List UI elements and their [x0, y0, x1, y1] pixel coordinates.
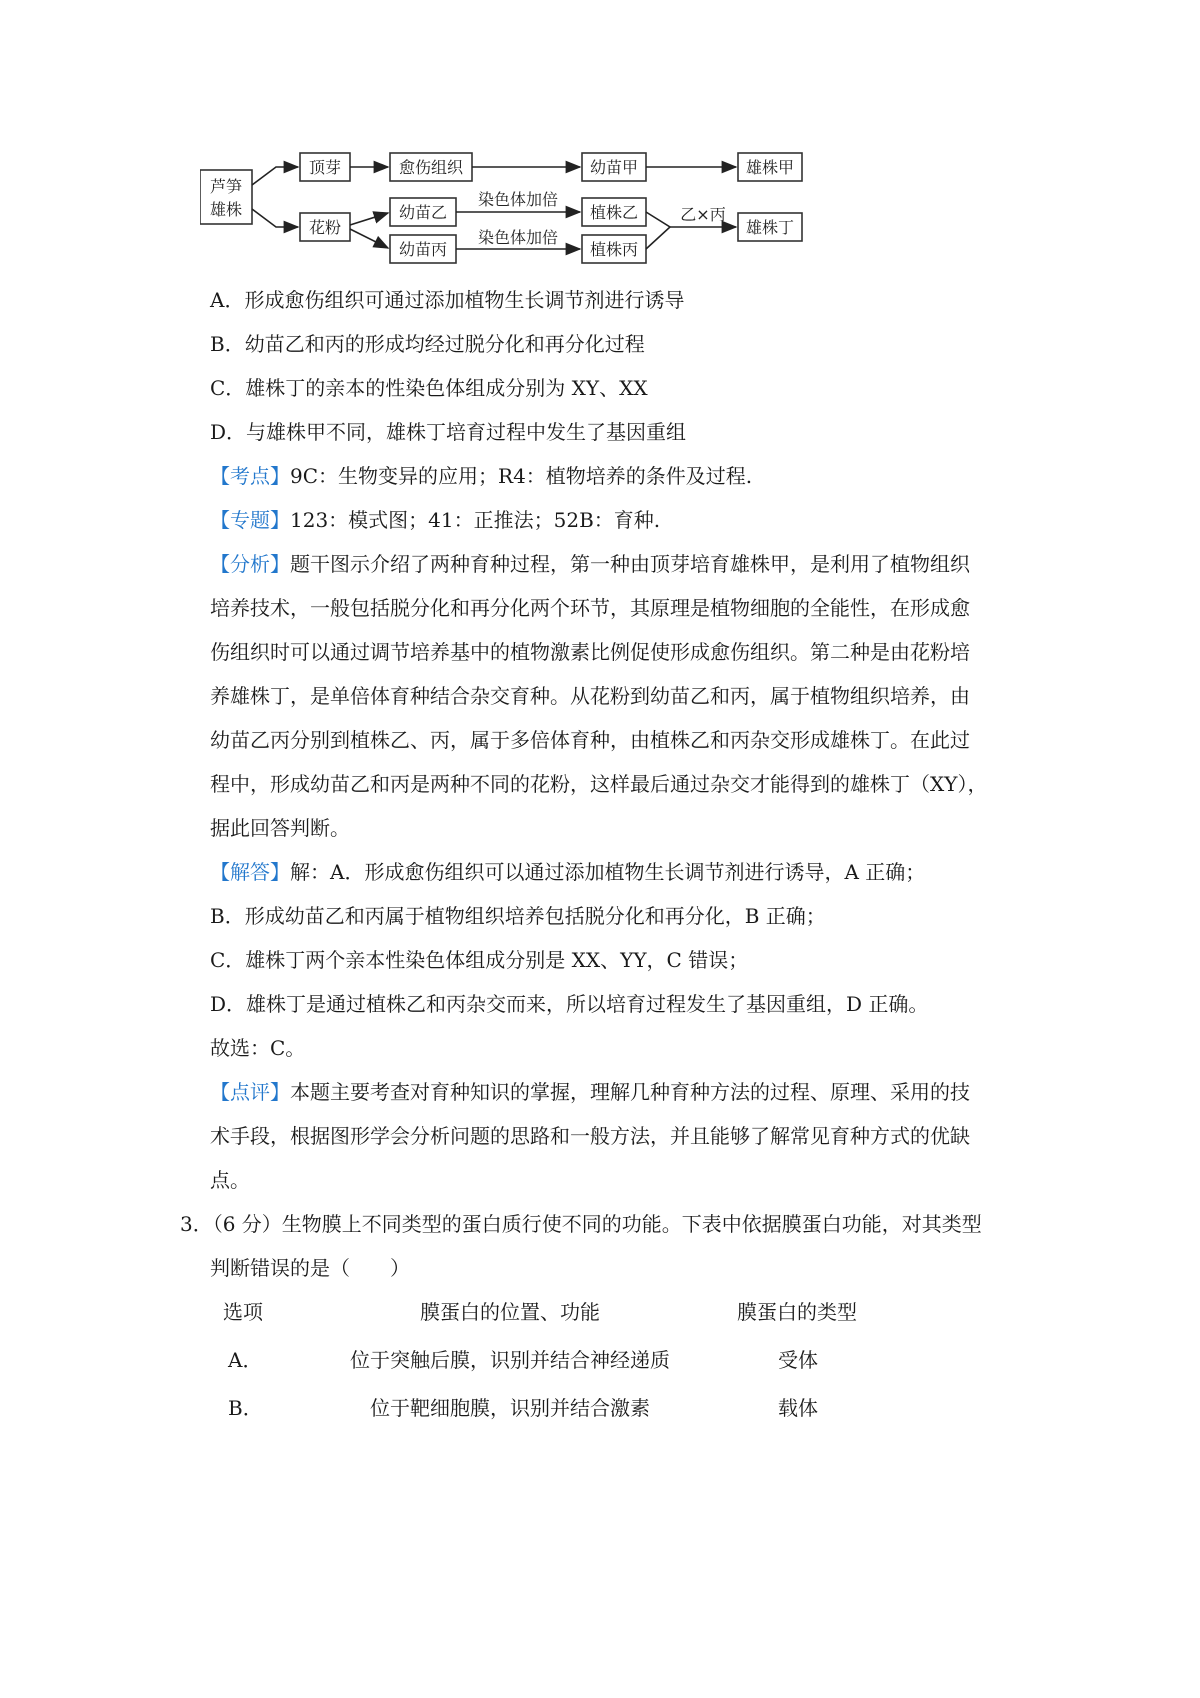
svg-text:雄株丁: 雄株丁	[745, 218, 795, 237]
kaodian-tag: 【考点】	[210, 464, 290, 488]
svg-text:植株丙: 植株丙	[589, 240, 639, 259]
node-xiongzhu-jia	[738, 153, 802, 181]
node-huafen	[300, 213, 350, 241]
option-a: A．形成愈伤组织可通过添加植物生长调节剂进行诱导	[210, 288, 685, 312]
dianping-tag: 【点评】	[210, 1080, 290, 1104]
jieda-line-4: D．雄株丁是通过植株乙和丙杂交而来，所以培育过程发生了基因重组，D 正确。	[210, 992, 929, 1016]
svg-text:植株乙: 植株乙	[589, 203, 639, 222]
svg-text:愈伤组织: 愈伤组织	[398, 158, 464, 177]
table-row-b-option: B．	[228, 1396, 263, 1420]
question3-line-1: 3．（6 分）生物膜上不同类型的蛋白质行使不同的功能。下表中依据膜蛋白功能，对其类型	[180, 1212, 982, 1236]
table-header-option: 选项	[223, 1300, 263, 1324]
fenxi-text-1: 题干图示介绍了两种育种过程，第一种由顶芽培育雄株甲，是利用了植物组织	[290, 552, 970, 576]
node-zhizhu-yi	[582, 198, 646, 226]
node-youmiao-jia	[582, 153, 646, 181]
kaodian-text: 9C：生物变异的应用；R4：植物培养的条件及过程.	[290, 464, 753, 488]
svg-text:幼苗丙: 幼苗丙	[398, 240, 448, 259]
jieda-text-1: 解：A．形成愈伤组织可以通过添加植物生长调节剂进行诱导，A 正确；	[290, 860, 926, 884]
fenxi-line-7: 据此回答判断。	[210, 816, 350, 840]
edge-lusun-to-dingya	[252, 167, 298, 185]
option-c: C．雄株丁的亲本的性染色体组成分别为 XY、XX	[210, 376, 648, 400]
edge-huafen-to-youmiaoyi	[350, 213, 388, 225]
jieda-line-1	[210, 858, 925, 886]
kaodian-line	[210, 462, 752, 490]
edge-lusun-to-huafen	[252, 209, 298, 227]
svg-text:雄株甲: 雄株甲	[745, 158, 795, 177]
svg-text:雄株: 雄株	[209, 200, 243, 219]
table-row-b-function: 位于靶细胞膜，识别并结合激素	[370, 1396, 650, 1420]
node-youmiao-yi	[390, 198, 456, 226]
jieda-line-3: C．雄株丁两个亲本性染色体组成分别是 XX、YY，C 错误；	[210, 948, 749, 972]
table-header-function: 膜蛋白的位置、功能	[420, 1300, 600, 1324]
question3-line-2: 判断错误的是（ ）	[210, 1256, 410, 1280]
edge-huafen-to-youmiaobing	[350, 229, 388, 248]
dianping-line-1	[210, 1078, 970, 1106]
table-row-a-type: 受体	[778, 1348, 818, 1372]
table-row-b-type: 载体	[778, 1396, 818, 1420]
node-yushang-zuzhi	[390, 153, 472, 181]
svg-text:顶芽: 顶芽	[308, 158, 342, 177]
fenxi-line-3: 伤组织时可以通过调节培养基中的植物激素比例促使形成愈伤组织。第二种是由花粉培	[210, 640, 970, 664]
fenxi-line-4: 养雄株丁，是单倍体育种结合杂交育种。从花粉到幼苗乙和丙，属于植物组织培养，由	[210, 684, 970, 708]
option-b: B．幼苗乙和丙的形成均经过脱分化和再分化过程	[210, 332, 645, 356]
fenxi-line-5: 幼苗乙丙分别到植株乙、丙，属于多倍体育种，由植株乙和丙杂交形成雄株丁。在此过	[210, 728, 970, 752]
node-zhizhu-bing	[582, 235, 646, 263]
node-lusun-xiongzhu	[200, 170, 252, 224]
fenxi-line-6: 程中，形成幼苗乙和丙是两种不同的花粉，这样最后通过杂交才能得到的雄株丁（XY），	[210, 772, 988, 796]
zhuanti-text: 123：模式图；41：正推法；52B：育种.	[290, 508, 661, 532]
node-dingya	[300, 153, 350, 181]
table-header-type: 膜蛋白的类型	[737, 1300, 857, 1324]
node-xiongzhu-ding	[738, 213, 802, 241]
svg-text:芦笋: 芦笋	[209, 177, 243, 196]
svg-text:花粉: 花粉	[308, 218, 342, 237]
table-row-a-function: 位于突触后膜，识别并结合神经递质	[350, 1348, 670, 1372]
dianping-line-3: 点。	[210, 1168, 250, 1192]
svg-text:幼苗甲: 幼苗甲	[589, 158, 639, 177]
label-doubling-1: 染色体加倍	[477, 190, 559, 209]
node-youmiao-bing	[390, 235, 456, 263]
breeding-flow-diagram	[200, 145, 900, 295]
dianping-line-2: 术手段，根据图形学会分析问题的思路和一般方法，并且能够了解常见育种方式的优缺	[210, 1124, 970, 1148]
jieda-tag: 【解答】	[210, 860, 290, 884]
fenxi-line-2: 培养技术，一般包括脱分化和再分化两个环节，其原理是植物细胞的全能性，在形成愈	[210, 596, 970, 620]
table-row-a-option: A．	[228, 1348, 263, 1372]
svg-text:幼苗乙: 幼苗乙	[398, 203, 448, 222]
label-doubling-2: 染色体加倍	[477, 228, 559, 247]
fenxi-line-1	[210, 550, 970, 578]
zhuanti-tag: 【专题】	[210, 508, 290, 532]
fenxi-tag: 【分析】	[210, 552, 290, 576]
jieda-answer: 故选：C。	[210, 1036, 306, 1060]
option-d: D．与雄株甲不同，雄株丁培育过程中发生了基因重组	[210, 420, 687, 444]
dianping-text-1: 本题主要考查对育种知识的掌握，理解几种育种方法的过程、原理、采用的技	[290, 1080, 970, 1104]
zhuanti-line	[210, 506, 660, 534]
jieda-line-2: B．形成幼苗乙和丙属于植物组织培养包括脱分化和再分化，B 正确；	[210, 904, 826, 928]
label-cross: 乙×丙	[680, 205, 726, 224]
